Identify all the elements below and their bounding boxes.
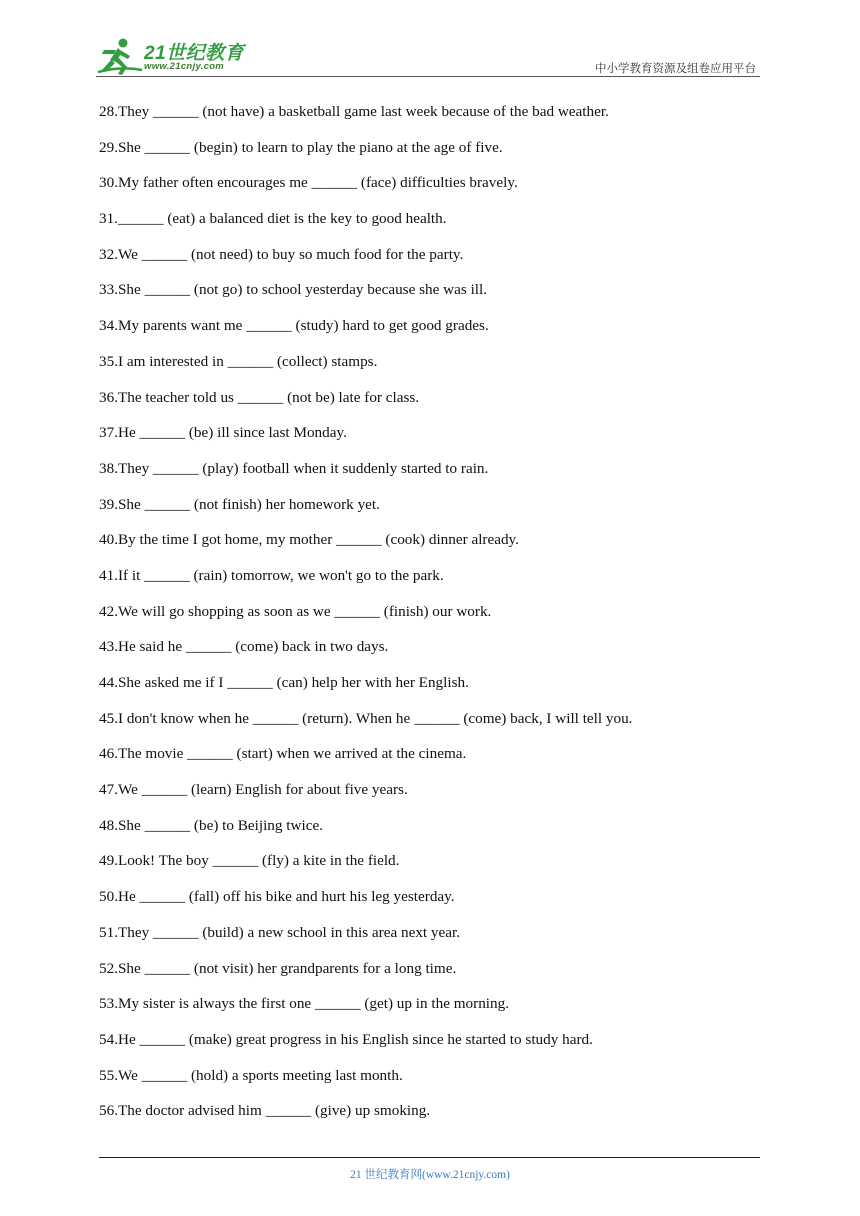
question-item: 56.The doctor advised him ______ (give) up smoking. — [99, 1102, 431, 1120]
question-item: 30.My father often encourages me ______ (face) difficulties bravely. — [99, 174, 518, 192]
question-item: 48.She ______ (be) to Beijing twice. — [99, 816, 323, 834]
platform-name: 中小学教育资源及组卷应用平台 — [595, 61, 756, 75]
question-item: 40.By the time I got home, my mother ______ (cook) dinner already. — [99, 531, 519, 549]
question-list — [99, 101, 759, 1136]
question-item: 38.They ______ (play) football when it suddenly started to rain. — [99, 459, 489, 477]
question-item: 37.He ______ (be) ill since last Monday. — [99, 424, 347, 442]
runner-logo-icon — [96, 36, 146, 76]
question-item: 39.She ______ (not finish) her homework yet. — [99, 495, 380, 513]
question-item: 41.If it ______ (rain) tomorrow, we won't go to the park. — [99, 566, 444, 584]
footer-divider — [99, 1157, 760, 1158]
question-item: 53.My sister is always the first one ______ (get) up in the morning. — [99, 995, 510, 1013]
question-item: 28.They ______ (not have) a basketball game last week because of the bad weather. — [99, 103, 609, 120]
header-divider — [96, 76, 760, 77]
question-item: 29.She ______ (begin) to learn to play the piano at the age of five. — [99, 138, 503, 156]
question-item: 49.Look! The boy ______ (fly) a kite in the field. — [99, 852, 400, 870]
question-item: 34.My parents want me ______ (study) hard to get good grades. — [99, 317, 489, 335]
logo-title: 21世纪教育 — [144, 43, 245, 64]
question-item: 52.She ______ (not visit) her grandparents for a long time. — [99, 959, 457, 977]
question-item: 32.We ______ (not need) to buy so much food for the party. — [99, 245, 464, 263]
question-item: 35.I am interested in ______ (collect) stamps. — [99, 352, 378, 370]
question-item: 51.They ______ (build) a new school in this area next year. — [99, 923, 461, 941]
question-item: 50.He ______ (fall) off his bike and hurt his leg yesterday. — [99, 888, 455, 906]
question-item: 55.We ______ (hold) a sports meeting last month. — [99, 1066, 403, 1084]
question-item: 42.We will go shopping as soon as we ______ (finish) our work. — [99, 602, 492, 620]
question-item: 31.______ (eat) a balanced diet is the key to good health. — [99, 210, 447, 228]
question-item: 33.She ______ (not go) to school yesterday because she was ill. — [99, 281, 488, 299]
logo-url: www.21cnjy.com — [144, 61, 225, 72]
question-item: 43.He said he ______ (come) back in two days. — [99, 638, 389, 656]
question-item: 45.I don't know when he ______ (return). When he ______ (come) back, I will tell you. — [99, 709, 633, 727]
question-item: 36.The teacher told us ______ (not be) late for class. — [99, 388, 420, 406]
footer-link[interactable]: 21 世纪教育网(www.21cnjy.com) — [350, 1169, 510, 1181]
page-header — [96, 30, 760, 78]
question-item: 47.We ______ (learn) English for about five years. — [99, 781, 408, 799]
question-item: 46.The movie ______ (start) when we arrived at the cinema. — [99, 745, 467, 763]
site-logo[interactable] — [96, 36, 266, 76]
question-item: 44.She asked me if I ______ (can) help her with her English. — [99, 674, 469, 691]
question-item: 54.He ______ (make) great progress in his English since he started to study hard. — [99, 1030, 593, 1048]
